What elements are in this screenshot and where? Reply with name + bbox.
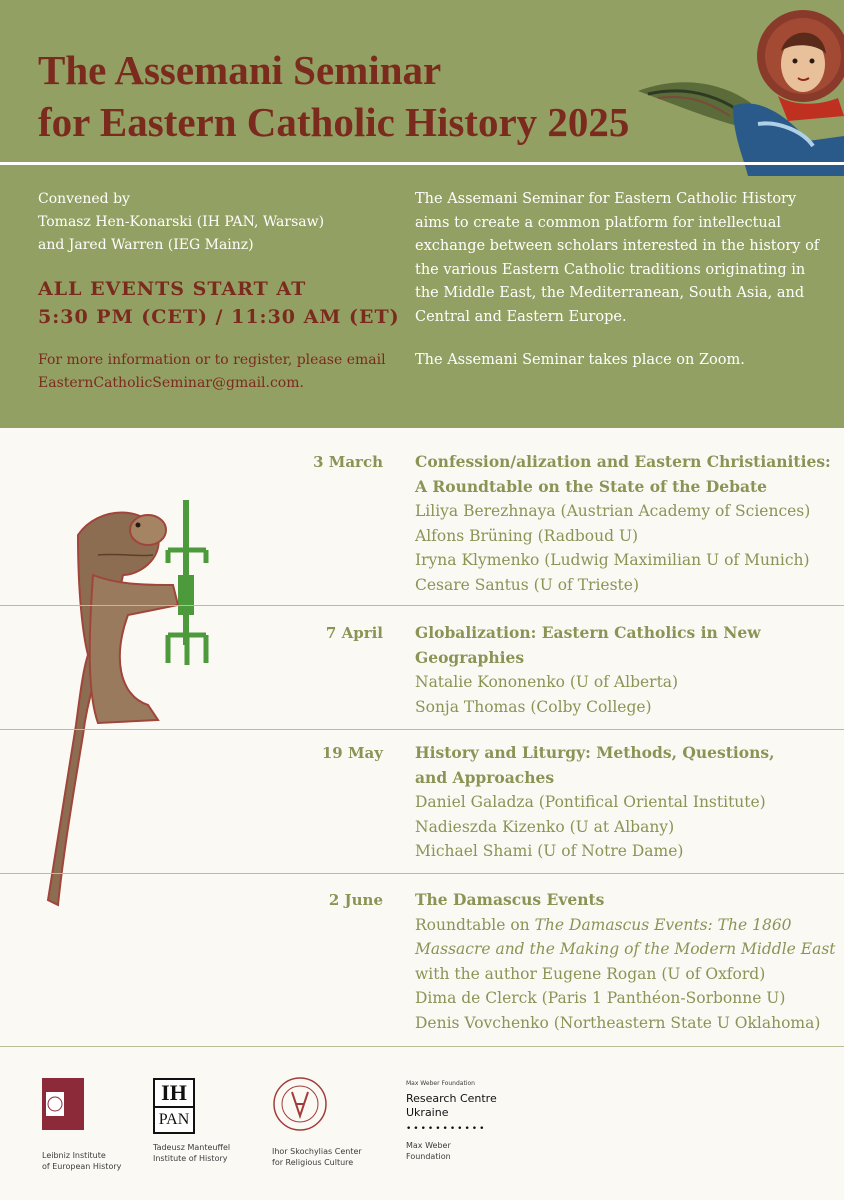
- book-title-line: [415, 937, 840, 962]
- speaker: Michael Shami (U of Notre Dame): [415, 842, 684, 860]
- event-date: 2 June: [328, 891, 383, 909]
- speaker: Alfons Brüning (Radboud U): [415, 526, 639, 545]
- roundtable-line: [415, 913, 840, 938]
- ucu-caption-1: Ihor Skochylias Center: [272, 1147, 362, 1156]
- convened-by: [38, 188, 324, 257]
- ucu-caption-2: for Religious Culture: [272, 1158, 354, 1167]
- leibniz-caption-1: Leibniz Institute: [42, 1151, 106, 1160]
- page-title: [38, 44, 629, 148]
- event-title-line: Confession/alization and Eastern Christianities:: [415, 452, 831, 471]
- header-banner: [0, 0, 844, 428]
- event-date: 3 March: [313, 453, 383, 471]
- mwf-dots-icon: •••••••••••: [406, 1124, 487, 1134]
- monkey-illustration: [38, 495, 218, 915]
- event-content: [415, 888, 840, 1035]
- ihpan-mark-icon: [153, 1078, 195, 1134]
- leibniz-logo: [42, 1078, 121, 1172]
- start-time: [38, 275, 400, 331]
- event-title-line: The Damascus Events: [415, 890, 605, 909]
- speaker: Liliya Berezhnaya (Austrian Academy of Sciences): [415, 502, 811, 520]
- roundtable-prefix: Roundtable on: [415, 915, 535, 934]
- speaker: with the author Eugene Rogan (U of Oxford): [415, 964, 766, 983]
- event-content: [415, 450, 840, 597]
- speaker: Dima de Clerck (Paris 1 Panthéon-Sorbonne U): [415, 989, 786, 1007]
- mwf-caption-2: Foundation: [406, 1152, 451, 1161]
- zoom-note: The Assemani Seminar takes place on Zoom.: [415, 352, 745, 368]
- event-content: [415, 621, 840, 719]
- mwf-logo: [406, 1080, 497, 1162]
- ihpan-logo: [153, 1078, 230, 1164]
- speaker: Daniel Galadza (Pontifical Oriental Institute): [415, 793, 766, 811]
- ihpan-caption-2: Institute of History: [153, 1154, 228, 1163]
- title-line-2: for Eastern Catholic History 2025: [38, 99, 630, 145]
- mwf-caption-1: Max Weber: [406, 1141, 451, 1150]
- ucu-seal-icon: [272, 1076, 328, 1132]
- leibniz-emblem-icon: [42, 1078, 84, 1134]
- partner-logos: [0, 1070, 844, 1200]
- leibniz-caption-2: of European History: [42, 1162, 122, 1171]
- header-divider: [0, 162, 844, 165]
- convener-2: and Jared Warren (IEG Mainz): [38, 237, 254, 253]
- convened-line: Convened by: [38, 191, 130, 207]
- contact-email[interactable]: EasternCatholicSeminar@gmail.com.: [38, 375, 304, 391]
- ihpan-caption-1: Tadeusz Manteuffel: [153, 1143, 231, 1152]
- angel-illustration: [638, 6, 844, 176]
- speaker: Denis Vovchenko (Northeastern State U Oklahoma): [415, 1013, 821, 1032]
- start-line-2: 5:30 PM (CET) / 11:30 AM (ET): [38, 306, 400, 328]
- event-divider: [0, 873, 844, 874]
- about-text: The Assemani Seminar for Eastern Catholic History aims to create a common platform for intellectual exchange between scholars interested in the history of the various Eastern Catholic traditions originating in the Middle East, the Mediterranean, South Asia, and Central and Eastern Europe.: [415, 191, 820, 325]
- speaker: Cesare Santus (U of Trieste): [415, 575, 639, 594]
- mwf-small-label: Max Weber Foundation: [406, 1080, 475, 1087]
- contact-info: [38, 349, 388, 395]
- event-date: 19 May: [321, 744, 383, 762]
- speaker: Nadieszda Kizenko (U at Albany): [415, 817, 675, 836]
- title-line-1: The Assemani Seminar: [38, 47, 442, 93]
- event-divider: [0, 605, 844, 606]
- event-divider: [0, 1046, 844, 1047]
- ihpan-mark-bottom: PAN: [158, 1111, 190, 1128]
- mwf-title-2: Ukraine: [406, 1106, 449, 1119]
- event-title-line: Geographies: [415, 647, 525, 667]
- book-title-1: The Damascus Events: The 1860: [534, 915, 792, 934]
- event-divider: [0, 729, 844, 730]
- start-line-1: ALL EVENTS START AT: [38, 278, 307, 300]
- event-content: [415, 741, 840, 864]
- ucu-logo: [272, 1076, 362, 1168]
- event-title-line: and Approaches: [415, 767, 555, 787]
- contact-line: For more information or to register, please email: [38, 352, 386, 368]
- event-title-line: History and Liturgy: Methods, Questions,: [415, 743, 775, 762]
- mwf-title-1: Research Centre: [406, 1092, 497, 1105]
- event-title-line: A Roundtable on the State of the Debate: [415, 476, 768, 496]
- book-title-2: Massacre and the Making of the Modern Middle East: [415, 940, 836, 958]
- speaker: Iryna Klymenko (Ludwig Maximilian U of Munich): [415, 551, 810, 569]
- convener-1: Tomasz Hen-Konarski (IH PAN, Warsaw): [38, 214, 325, 230]
- event-title-line: Globalization: Eastern Catholics in New: [415, 623, 761, 642]
- speaker: Sonja Thomas (Colby College): [415, 697, 652, 716]
- event-date: 7 April: [325, 624, 383, 642]
- speaker: Natalie Kononenko (U of Alberta): [415, 673, 679, 691]
- ihpan-mark-top: IH: [155, 1080, 193, 1108]
